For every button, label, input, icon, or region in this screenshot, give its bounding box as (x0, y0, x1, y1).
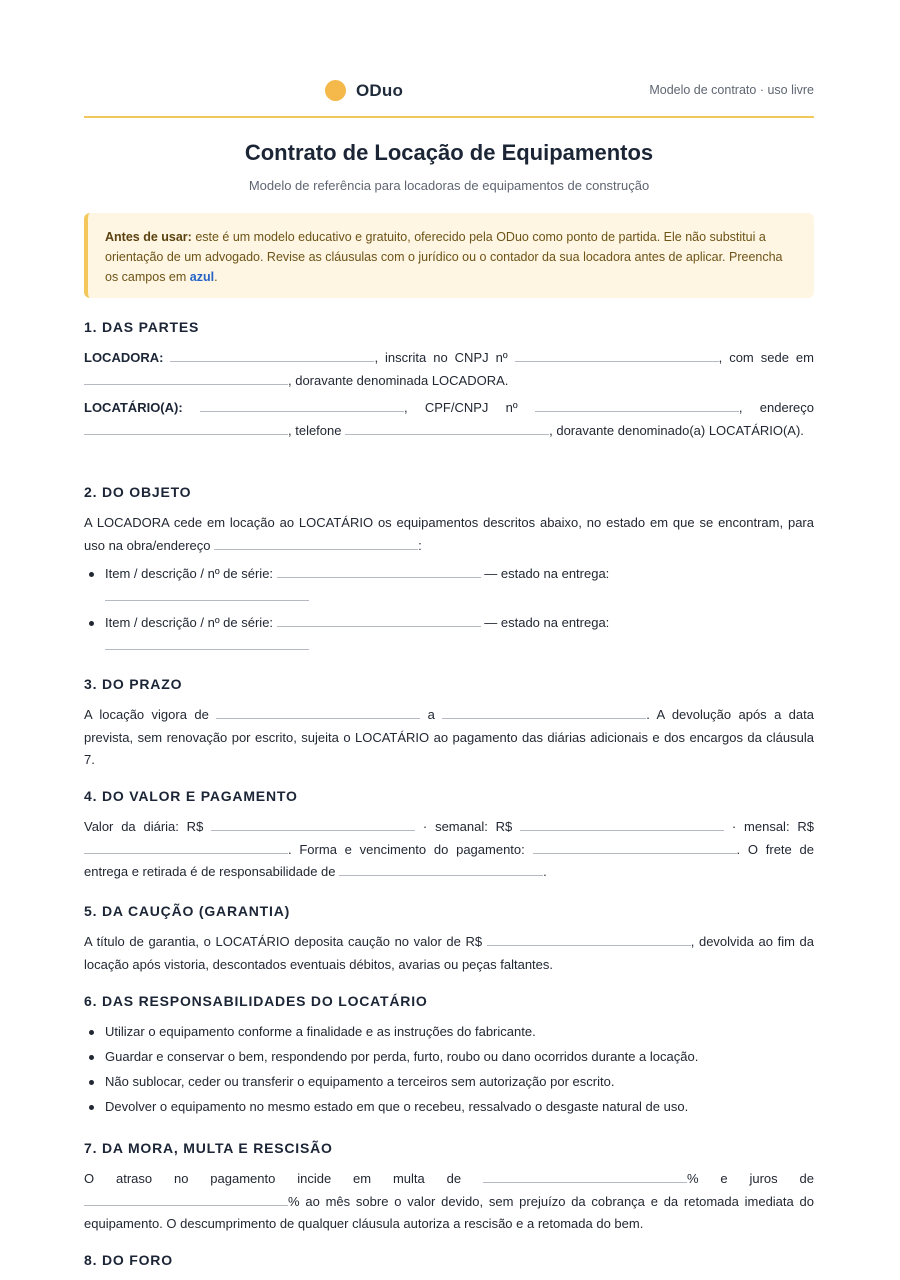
equipment-list (84, 563, 814, 657)
section-term (84, 676, 814, 772)
section-jurisdiction (84, 1252, 814, 1280)
text: . Forma e vencimento do pagamento: (288, 841, 533, 857)
locatario-phone-field[interactable] (345, 420, 549, 435)
locadora-label: LOCADORA: (84, 350, 164, 365)
text: % e juros de (686, 1171, 814, 1186)
locadora-name-field[interactable] (170, 347, 374, 362)
brand-logo-icon (325, 80, 346, 101)
section-parties (84, 319, 814, 442)
section-object (84, 484, 814, 661)
text: · mensal: R$ (724, 819, 814, 834)
text: · semanal: R$ (415, 819, 521, 834)
freight-responsible-field[interactable] (339, 861, 543, 876)
locadora-cnpj-field[interactable] (515, 347, 719, 362)
deposit-amount-field[interactable] (487, 931, 691, 946)
daily-rate-field[interactable] (211, 816, 415, 831)
brand (325, 80, 403, 101)
term-paragraph (84, 704, 814, 772)
end-date-field[interactable] (442, 704, 646, 719)
text: A locação vigora de (84, 707, 217, 722)
payment-terms-field[interactable] (533, 839, 737, 854)
interest-percent-field[interactable] (84, 1191, 288, 1206)
text: . O frete de entrega e retirada é de responsabilidade de (84, 841, 814, 879)
text: . (543, 864, 547, 879)
item-condition-field[interactable] (105, 586, 309, 601)
weekly-rate-field[interactable] (520, 816, 724, 831)
locatario-paragraph (84, 397, 814, 442)
text: — estado na entrega: (480, 615, 610, 630)
section-late-payment (84, 1140, 814, 1236)
document-subtitle: Modelo de referência para locadoras de equipamentos de construção (248, 178, 650, 193)
text: Item / descrição / nº de série: (105, 615, 277, 630)
list-item (84, 563, 814, 608)
text: , doravante denominado(a) LOCATÁRIO(A). (549, 422, 804, 438)
text: O atraso no pagamento incide em multa de (84, 1171, 483, 1186)
locatario-address-field[interactable] (84, 420, 288, 435)
notice-highlight: azul (189, 270, 215, 284)
text: , telefone (288, 422, 346, 438)
brand-name: ODuo (356, 80, 404, 100)
list-item (84, 612, 814, 657)
section-heading: 5. DA CAUÇÃO (GARANTIA) (84, 903, 291, 919)
item-description-field[interactable] (277, 612, 481, 627)
notice-label: Antes de usar: (105, 230, 192, 244)
item-description-field[interactable] (277, 563, 481, 578)
locatario-label: LOCATÁRIO(A): (84, 400, 183, 415)
payment-paragraph (84, 816, 814, 884)
locatario-cpf-field[interactable] (535, 397, 739, 412)
text: A LOCADORA cede em locação ao LOCATÁRIO os equipamentos descritos abaixo, no estado em que se encontram, para uso na obra/endereço (84, 515, 814, 553)
section-deposit (84, 903, 814, 976)
list-item: Utilizar o equipamento conforme a finalidade e as instruções do fabricante. (84, 1021, 814, 1044)
section-payment (84, 788, 814, 884)
list-item: Guardar e conservar o bem, respondendo por perda, furto, roubo ou dano ocorridos durante a locação. (84, 1046, 814, 1069)
list-item: Devolver o equipamento no mesmo estado em que o recebeu, ressalvado o desgaste natural de uso. (84, 1096, 814, 1119)
fine-percent-field[interactable] (483, 1168, 687, 1183)
worksite-field[interactable] (214, 535, 418, 550)
text: , doravante denominada LOCADORA. (288, 372, 509, 388)
section-responsibilities (84, 993, 814, 1121)
item-condition-field[interactable] (105, 635, 309, 650)
text: , devolvida ao fim da locação após vistoria, descontados eventuais débitos, avarias ou peças faltantes. (84, 934, 814, 972)
section-heading: 3. DO PRAZO (84, 676, 183, 692)
text: a (420, 707, 443, 722)
text: . A devolução após a data prevista, sem renovação por escrito, sujeita o LOCATÁRIO ao pagamento das diárias adicionais e dos encargos da cláusula 7. (84, 707, 814, 767)
late-payment-paragraph (84, 1168, 814, 1236)
section-heading: 1. DAS PARTES (84, 319, 200, 335)
text: Item / descrição / nº de série: (105, 566, 277, 581)
notice-text: este é um modelo educativo e gratuito, oferecido pela ODuo como ponto de partida. Ele não substitui a orientação de um advogado. Revise as cláusulas com o jurídico ou o contador da sua locadora antes de aplicar. Preencha os campos em (105, 230, 783, 284)
locatario-name-field[interactable] (200, 397, 404, 412)
text: — estado na entrega: (480, 566, 610, 581)
section-heading: 4. DO VALOR E PAGAMENTO (84, 788, 298, 804)
header-note: Modelo de contrato · uso livre (649, 83, 814, 97)
text: , endereço (738, 400, 814, 415)
page-header (84, 78, 814, 104)
monthly-rate-field[interactable] (84, 839, 288, 854)
notice-box (84, 213, 814, 298)
deposit-paragraph (84, 931, 814, 976)
text: A título de garantia, o LOCATÁRIO deposita caução no valor de R$ (84, 934, 487, 949)
locadora-paragraph (84, 347, 814, 392)
text: : (418, 537, 422, 553)
list-item: Não sublocar, ceder ou transferir o equipamento a terceiros sem autorização por escrito. (84, 1071, 814, 1094)
text: , inscrita no CNPJ nº (374, 350, 515, 365)
locadora-address-field[interactable] (84, 370, 288, 385)
text: , CPF/CNPJ nº (403, 400, 535, 415)
responsibilities-list (84, 1021, 814, 1119)
header-divider (84, 116, 814, 118)
section-heading: 8. DO FORO (84, 1252, 173, 1268)
text: Valor da diária: R$ (84, 819, 212, 834)
section-heading: 7. DA MORA, MULTA E RESCISÃO (84, 1140, 333, 1156)
start-date-field[interactable] (216, 704, 420, 719)
text: % ao mês sobre o valor devido, sem prejuízo da cobrança e da retomada imediata do equipamento. O descumprimento de qualquer cláusula autoriza a rescisão e a retomada do bem. (84, 1193, 814, 1231)
text: , com sede em (718, 350, 814, 365)
object-paragraph (84, 512, 814, 557)
section-heading: 6. DAS RESPONSABILIDADES DO LOCATÁRIO (84, 993, 428, 1009)
section-heading: 2. DO OBJETO (84, 484, 192, 500)
notice-end: . (214, 270, 218, 284)
document-title: Contrato de Locação de Equipamentos (244, 140, 654, 165)
